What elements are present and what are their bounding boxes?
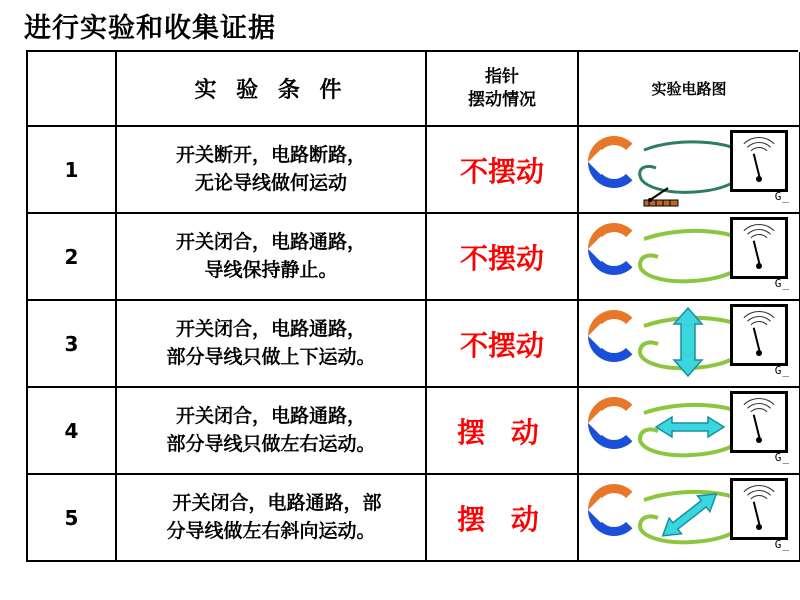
page-title: 进行实验和收集证据 (24, 13, 276, 44)
row-number: 3 (28, 300, 116, 387)
table-row (28, 126, 800, 213)
condition-line: 分导线做左右斜向运动。 (166, 519, 376, 542)
condition-line: 开关闭合，电路通路， (175, 230, 366, 253)
row-needle-result: 摆 动 (426, 387, 578, 474)
table-header-row (28, 52, 800, 126)
condition-line: 导线保持静止。 (204, 258, 338, 281)
header-needle-line1: 指针 (485, 66, 519, 87)
header-circuit: 实验电路图 (578, 52, 800, 126)
row-circuit-diagram (578, 300, 800, 387)
condition-line: 部分导线只做上下运动。 (166, 345, 376, 368)
row-circuit-diagram (578, 474, 800, 561)
condition-line: 开关闭合，电路通路， (175, 404, 366, 427)
circuit-diagram (584, 389, 794, 473)
header-condition: 实 验 条 件 (116, 52, 426, 126)
circuit-diagram (584, 476, 794, 560)
condition-line: 无论导线做何运动 (194, 171, 347, 194)
row-needle-result: 不摆动 (426, 300, 578, 387)
experiment-table (28, 52, 800, 562)
circuit-diagram (584, 128, 794, 212)
row-circuit-diagram (578, 213, 800, 300)
row-circuit-diagram (578, 126, 800, 213)
galvanometer-icon (730, 304, 788, 366)
row-condition (116, 126, 426, 213)
header-needle-line2: 摆动情况 (468, 89, 536, 110)
row-needle-result: 不摆动 (426, 126, 578, 213)
row-condition (116, 300, 426, 387)
row-number: 2 (28, 213, 116, 300)
row-circuit-diagram (578, 387, 800, 474)
galvanometer-label: G_ (774, 450, 790, 464)
row-condition (116, 213, 426, 300)
row-condition (116, 474, 426, 561)
experiment-table-wrapper (26, 50, 798, 562)
row-needle-result: 不摆动 (426, 213, 578, 300)
galvanometer-icon (730, 217, 788, 279)
circuit-diagram (584, 215, 794, 299)
table-row (28, 474, 800, 561)
circuit-diagram (584, 302, 794, 386)
row-number: 1 (28, 126, 116, 213)
galvanometer-icon (730, 391, 788, 453)
condition-line: 开关闭合，电路通路， (175, 317, 366, 340)
table-row (28, 300, 800, 387)
row-number: 5 (28, 474, 116, 561)
galvanometer-label: G_ (774, 189, 790, 203)
row-number: 4 (28, 387, 116, 474)
condition-line: 开关断开，电路断路， (175, 143, 366, 166)
header-number (28, 52, 116, 126)
row-condition (116, 387, 426, 474)
open-switch-icon (642, 186, 682, 208)
galvanometer-label: G_ (774, 537, 790, 551)
galvanometer-label: G_ (774, 276, 790, 290)
table-row (28, 387, 800, 474)
galvanometer-icon (730, 130, 788, 192)
row-needle-result: 摆 动 (426, 474, 578, 561)
galvanometer-label: G_ (774, 363, 790, 377)
header-needle (426, 52, 578, 126)
table-row (28, 213, 800, 300)
condition-line: 部分导线只做左右运动。 (166, 432, 376, 455)
condition-line: 开关闭合，电路通路，部 (172, 491, 382, 514)
galvanometer-icon (730, 478, 788, 540)
